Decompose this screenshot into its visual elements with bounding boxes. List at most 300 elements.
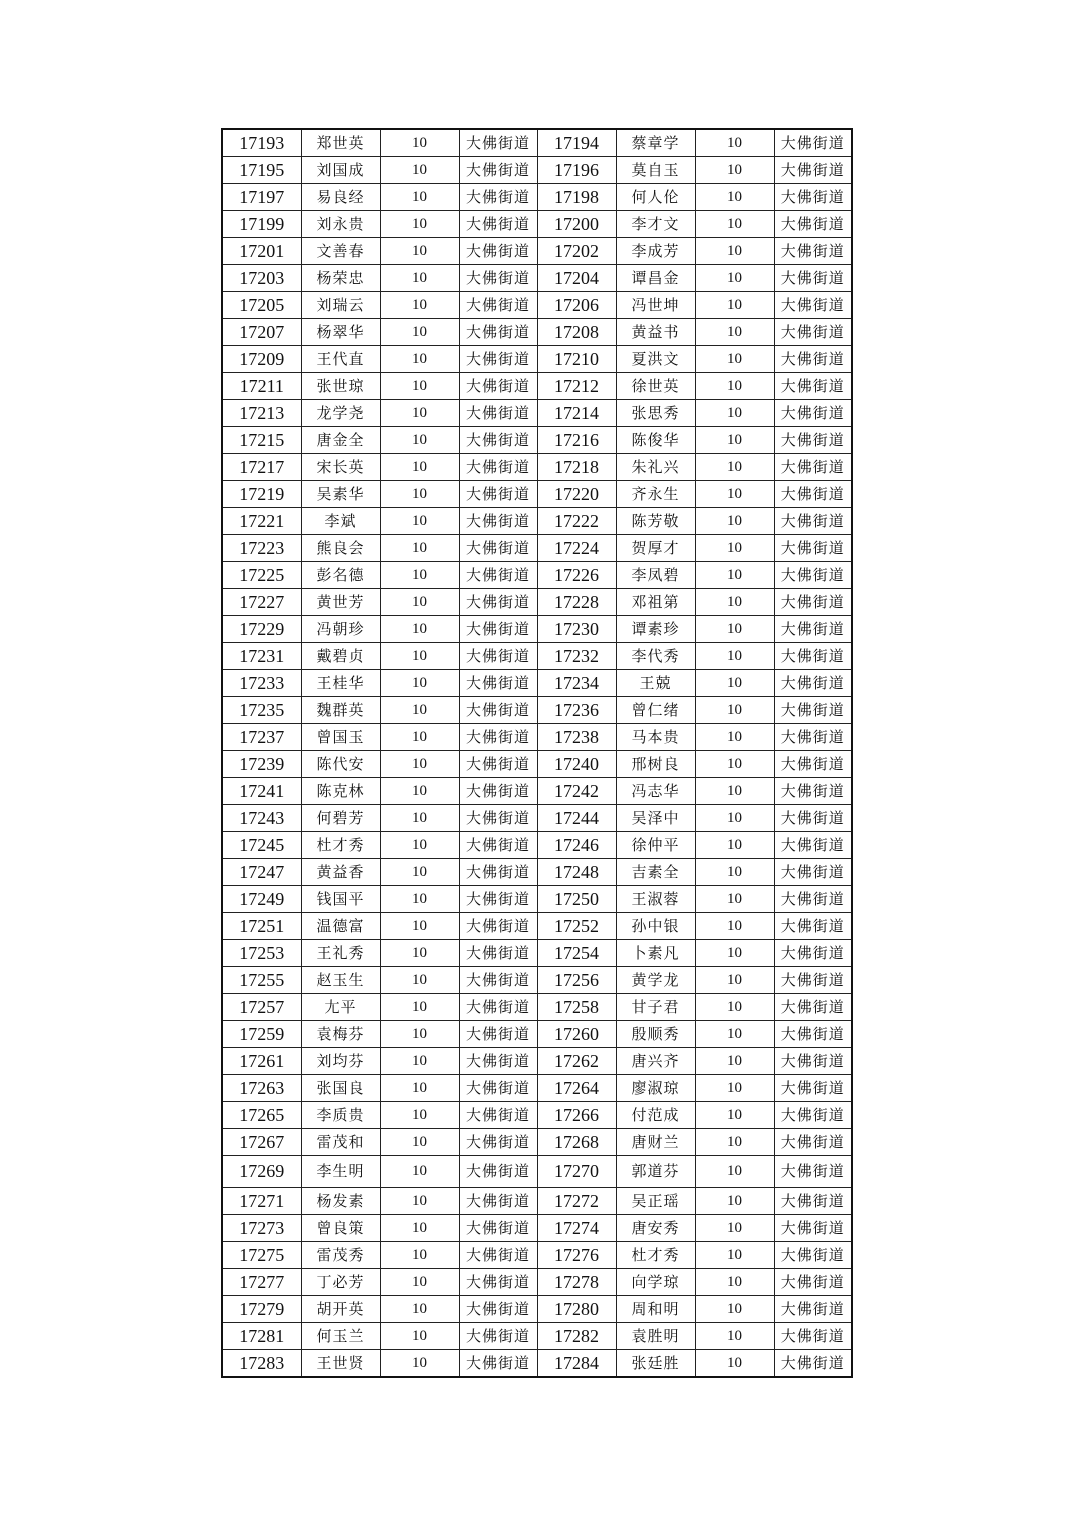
left-entry-number: 17265 [222, 1102, 301, 1129]
right-entry-amount: 10 [695, 886, 774, 913]
left-entry-number: 17279 [222, 1296, 301, 1323]
right-entry-area: 大佛街道 [774, 1075, 852, 1102]
right-entry-amount: 10 [695, 1296, 774, 1323]
left-entry-amount: 10 [380, 562, 459, 589]
left-entry-number: 17233 [222, 670, 301, 697]
right-entry-name: 冯志华 [616, 778, 695, 805]
right-entry-amount: 10 [695, 562, 774, 589]
right-entry-amount: 10 [695, 778, 774, 805]
left-entry-name: 吴素华 [301, 481, 380, 508]
table-row [222, 319, 852, 346]
right-entry-area: 大佛街道 [774, 724, 852, 751]
right-entry-name: 徐仲平 [616, 832, 695, 859]
left-entry-amount: 10 [380, 1021, 459, 1048]
left-entry-area: 大佛街道 [459, 751, 537, 778]
table-row [222, 616, 852, 643]
right-entry-area: 大佛街道 [774, 400, 852, 427]
left-entry-number: 17221 [222, 508, 301, 535]
left-entry-number: 17259 [222, 1021, 301, 1048]
right-entry-name: 黄益书 [616, 319, 695, 346]
right-entry-area: 大佛街道 [774, 1188, 852, 1215]
table-row [222, 994, 852, 1021]
right-entry-area: 大佛街道 [774, 211, 852, 238]
right-entry-area: 大佛街道 [774, 535, 852, 562]
table-row [222, 508, 852, 535]
right-entry-amount: 10 [695, 1102, 774, 1129]
left-entry-area: 大佛街道 [459, 400, 537, 427]
table-row [222, 1048, 852, 1075]
right-entry-name: 廖淑琼 [616, 1075, 695, 1102]
right-entry-area: 大佛街道 [774, 238, 852, 265]
right-entry-name: 李才文 [616, 211, 695, 238]
right-entry-name: 邓祖第 [616, 589, 695, 616]
roster-table [221, 128, 853, 1378]
right-entry-amount: 10 [695, 1075, 774, 1102]
right-entry-area: 大佛街道 [774, 697, 852, 724]
right-entry-name: 莫自玉 [616, 157, 695, 184]
table-row [222, 940, 852, 967]
left-entry-number: 17217 [222, 454, 301, 481]
left-entry-amount: 10 [380, 454, 459, 481]
table-row [222, 346, 852, 373]
right-entry-area: 大佛街道 [774, 1021, 852, 1048]
right-entry-amount: 10 [695, 805, 774, 832]
left-entry-amount: 10 [380, 184, 459, 211]
right-entry-name: 吴正瑶 [616, 1188, 695, 1215]
left-entry-amount: 10 [380, 778, 459, 805]
table-row [222, 1296, 852, 1323]
right-entry-amount: 10 [695, 292, 774, 319]
left-entry-number: 17193 [222, 129, 301, 157]
left-entry-number: 17237 [222, 724, 301, 751]
left-entry-number: 17243 [222, 805, 301, 832]
right-entry-number: 17238 [537, 724, 616, 751]
table-row [222, 1269, 852, 1296]
right-entry-name: 李凤碧 [616, 562, 695, 589]
right-entry-amount: 10 [695, 1156, 774, 1188]
right-entry-number: 17272 [537, 1188, 616, 1215]
left-entry-area: 大佛街道 [459, 724, 537, 751]
left-entry-amount: 10 [380, 994, 459, 1021]
right-entry-amount: 10 [695, 616, 774, 643]
right-entry-amount: 10 [695, 508, 774, 535]
right-entry-amount: 10 [695, 535, 774, 562]
left-entry-area: 大佛街道 [459, 1048, 537, 1075]
right-entry-name: 谭昌金 [616, 265, 695, 292]
left-entry-amount: 10 [380, 292, 459, 319]
right-entry-number: 17242 [537, 778, 616, 805]
left-entry-area: 大佛街道 [459, 1296, 537, 1323]
right-entry-amount: 10 [695, 1188, 774, 1215]
right-entry-area: 大佛街道 [774, 292, 852, 319]
left-entry-area: 大佛街道 [459, 562, 537, 589]
document-page [221, 128, 851, 1378]
right-entry-name: 蔡章学 [616, 129, 695, 157]
table-row [222, 562, 852, 589]
right-entry-amount: 10 [695, 724, 774, 751]
table-row [222, 400, 852, 427]
left-entry-name: 宋长英 [301, 454, 380, 481]
right-entry-name: 卜素凡 [616, 940, 695, 967]
right-entry-number: 17194 [537, 129, 616, 157]
right-entry-number: 17266 [537, 1102, 616, 1129]
right-entry-name: 谭素珍 [616, 616, 695, 643]
table-row [222, 238, 852, 265]
right-entry-name: 冯世坤 [616, 292, 695, 319]
left-entry-amount: 10 [380, 346, 459, 373]
right-entry-number: 17220 [537, 481, 616, 508]
right-entry-name: 夏洪文 [616, 346, 695, 373]
right-entry-name: 吴泽中 [616, 805, 695, 832]
right-entry-area: 大佛街道 [774, 670, 852, 697]
left-entry-name: 赵玉生 [301, 967, 380, 994]
left-entry-name: 丁必芳 [301, 1269, 380, 1296]
left-entry-amount: 10 [380, 967, 459, 994]
left-entry-name: 尢平 [301, 994, 380, 1021]
left-entry-number: 17223 [222, 535, 301, 562]
right-entry-area: 大佛街道 [774, 562, 852, 589]
right-entry-number: 17274 [537, 1215, 616, 1242]
table-row [222, 643, 852, 670]
left-entry-amount: 10 [380, 859, 459, 886]
left-entry-area: 大佛街道 [459, 508, 537, 535]
right-entry-amount: 10 [695, 643, 774, 670]
right-entry-amount: 10 [695, 265, 774, 292]
left-entry-name: 易良经 [301, 184, 380, 211]
table-row [222, 1102, 852, 1129]
right-entry-amount: 10 [695, 1350, 774, 1378]
table-row [222, 859, 852, 886]
right-entry-amount: 10 [695, 481, 774, 508]
right-entry-amount: 10 [695, 346, 774, 373]
left-entry-name: 刘均芬 [301, 1048, 380, 1075]
right-entry-amount: 10 [695, 670, 774, 697]
right-entry-number: 17218 [537, 454, 616, 481]
right-entry-number: 17254 [537, 940, 616, 967]
right-entry-area: 大佛街道 [774, 589, 852, 616]
right-entry-area: 大佛街道 [774, 1350, 852, 1378]
right-entry-number: 17232 [537, 643, 616, 670]
left-entry-area: 大佛街道 [459, 643, 537, 670]
left-entry-area: 大佛街道 [459, 238, 537, 265]
left-entry-area: 大佛街道 [459, 967, 537, 994]
right-entry-name: 唐安秀 [616, 1215, 695, 1242]
left-entry-amount: 10 [380, 913, 459, 940]
right-entry-amount: 10 [695, 1048, 774, 1075]
left-entry-amount: 10 [380, 1188, 459, 1215]
left-entry-name: 李生明 [301, 1156, 380, 1188]
left-entry-number: 17275 [222, 1242, 301, 1269]
right-entry-area: 大佛街道 [774, 1129, 852, 1156]
left-entry-number: 17213 [222, 400, 301, 427]
table-row [222, 589, 852, 616]
right-entry-area: 大佛街道 [774, 778, 852, 805]
right-entry-area: 大佛街道 [774, 346, 852, 373]
right-entry-area: 大佛街道 [774, 1156, 852, 1188]
right-entry-area: 大佛街道 [774, 427, 852, 454]
right-entry-name: 齐永生 [616, 481, 695, 508]
left-entry-name: 冯朝珍 [301, 616, 380, 643]
left-entry-area: 大佛街道 [459, 346, 537, 373]
left-entry-area: 大佛街道 [459, 1242, 537, 1269]
right-entry-name: 孙中银 [616, 913, 695, 940]
left-entry-amount: 10 [380, 832, 459, 859]
right-entry-area: 大佛街道 [774, 886, 852, 913]
left-entry-area: 大佛街道 [459, 211, 537, 238]
left-entry-amount: 10 [380, 400, 459, 427]
right-entry-name: 付范成 [616, 1102, 695, 1129]
left-entry-amount: 10 [380, 697, 459, 724]
right-entry-area: 大佛街道 [774, 913, 852, 940]
left-entry-name: 郑世英 [301, 129, 380, 157]
left-entry-area: 大佛街道 [459, 1021, 537, 1048]
left-entry-amount: 10 [380, 1129, 459, 1156]
right-entry-number: 17252 [537, 913, 616, 940]
table-row [222, 373, 852, 400]
left-entry-name: 何玉兰 [301, 1323, 380, 1350]
left-entry-name: 雷茂秀 [301, 1242, 380, 1269]
right-entry-number: 17264 [537, 1075, 616, 1102]
left-entry-name: 王代直 [301, 346, 380, 373]
right-entry-area: 大佛街道 [774, 129, 852, 157]
left-entry-name: 何碧芳 [301, 805, 380, 832]
left-entry-name: 王桂华 [301, 670, 380, 697]
table-row [222, 697, 852, 724]
left-entry-name: 杨荣忠 [301, 265, 380, 292]
right-entry-area: 大佛街道 [774, 994, 852, 1021]
right-entry-number: 17236 [537, 697, 616, 724]
left-entry-area: 大佛街道 [459, 157, 537, 184]
left-entry-amount: 10 [380, 1075, 459, 1102]
right-entry-name: 周和明 [616, 1296, 695, 1323]
right-entry-amount: 10 [695, 940, 774, 967]
right-entry-name: 唐财兰 [616, 1129, 695, 1156]
left-entry-name: 胡开英 [301, 1296, 380, 1323]
right-entry-amount: 10 [695, 157, 774, 184]
left-entry-amount: 10 [380, 643, 459, 670]
right-entry-name: 殷顺秀 [616, 1021, 695, 1048]
left-entry-area: 大佛街道 [459, 886, 537, 913]
right-entry-name: 张思秀 [616, 400, 695, 427]
right-entry-name: 李代秀 [616, 643, 695, 670]
left-entry-area: 大佛街道 [459, 994, 537, 1021]
left-entry-area: 大佛街道 [459, 1323, 537, 1350]
right-entry-area: 大佛街道 [774, 859, 852, 886]
left-entry-name: 李斌 [301, 508, 380, 535]
right-entry-number: 17200 [537, 211, 616, 238]
left-entry-number: 17253 [222, 940, 301, 967]
left-entry-area: 大佛街道 [459, 1188, 537, 1215]
left-entry-name: 唐金全 [301, 427, 380, 454]
right-entry-amount: 10 [695, 1269, 774, 1296]
right-entry-name: 马本贵 [616, 724, 695, 751]
left-entry-area: 大佛街道 [459, 913, 537, 940]
right-entry-name: 何人伦 [616, 184, 695, 211]
left-entry-amount: 10 [380, 1048, 459, 1075]
left-entry-number: 17209 [222, 346, 301, 373]
left-entry-amount: 10 [380, 1296, 459, 1323]
right-entry-area: 大佛街道 [774, 832, 852, 859]
right-entry-name: 朱礼兴 [616, 454, 695, 481]
left-entry-name: 黄世芳 [301, 589, 380, 616]
right-entry-number: 17226 [537, 562, 616, 589]
left-entry-area: 大佛街道 [459, 616, 537, 643]
left-entry-area: 大佛街道 [459, 427, 537, 454]
left-entry-area: 大佛街道 [459, 697, 537, 724]
left-entry-name: 温德富 [301, 913, 380, 940]
left-entry-amount: 10 [380, 238, 459, 265]
left-entry-amount: 10 [380, 1269, 459, 1296]
left-entry-name: 王世贤 [301, 1350, 380, 1378]
left-entry-amount: 10 [380, 129, 459, 157]
left-entry-number: 17261 [222, 1048, 301, 1075]
left-entry-area: 大佛街道 [459, 1269, 537, 1296]
left-entry-number: 17219 [222, 481, 301, 508]
left-entry-number: 17269 [222, 1156, 301, 1188]
right-entry-amount: 10 [695, 1242, 774, 1269]
right-entry-number: 17198 [537, 184, 616, 211]
left-entry-area: 大佛街道 [459, 373, 537, 400]
right-entry-amount: 10 [695, 319, 774, 346]
right-entry-number: 17260 [537, 1021, 616, 1048]
left-entry-number: 17205 [222, 292, 301, 319]
left-entry-area: 大佛街道 [459, 940, 537, 967]
right-entry-number: 17240 [537, 751, 616, 778]
right-entry-name: 甘子君 [616, 994, 695, 1021]
right-entry-number: 17202 [537, 238, 616, 265]
right-entry-name: 贺厚才 [616, 535, 695, 562]
left-entry-number: 17227 [222, 589, 301, 616]
left-entry-amount: 10 [380, 319, 459, 346]
left-entry-name: 陈代安 [301, 751, 380, 778]
left-entry-area: 大佛街道 [459, 1102, 537, 1129]
right-entry-amount: 10 [695, 967, 774, 994]
right-entry-number: 17216 [537, 427, 616, 454]
left-entry-amount: 10 [380, 1156, 459, 1188]
left-entry-name: 李质贵 [301, 1102, 380, 1129]
left-entry-name: 雷茂和 [301, 1129, 380, 1156]
left-entry-amount: 10 [380, 535, 459, 562]
left-entry-name: 刘国成 [301, 157, 380, 184]
left-entry-amount: 10 [380, 481, 459, 508]
left-entry-area: 大佛街道 [459, 1215, 537, 1242]
table-row [222, 670, 852, 697]
right-entry-area: 大佛街道 [774, 1102, 852, 1129]
right-entry-number: 17230 [537, 616, 616, 643]
right-entry-name: 陈俊华 [616, 427, 695, 454]
table-row [222, 832, 852, 859]
right-entry-area: 大佛街道 [774, 1296, 852, 1323]
left-entry-amount: 10 [380, 616, 459, 643]
right-entry-area: 大佛街道 [774, 940, 852, 967]
table-row [222, 265, 852, 292]
left-entry-number: 17271 [222, 1188, 301, 1215]
left-entry-number: 17249 [222, 886, 301, 913]
right-entry-amount: 10 [695, 697, 774, 724]
right-entry-number: 17248 [537, 859, 616, 886]
left-entry-name: 张世琼 [301, 373, 380, 400]
right-entry-name: 向学琼 [616, 1269, 695, 1296]
table-row [222, 184, 852, 211]
right-entry-name: 杜才秀 [616, 1242, 695, 1269]
table-row [222, 1242, 852, 1269]
table-row [222, 1156, 852, 1188]
left-entry-number: 17197 [222, 184, 301, 211]
right-entry-amount: 10 [695, 427, 774, 454]
left-entry-area: 大佛街道 [459, 481, 537, 508]
table-row [222, 211, 852, 238]
right-entry-name: 王淑蓉 [616, 886, 695, 913]
roster-table-body [222, 129, 852, 1377]
right-entry-amount: 10 [695, 1129, 774, 1156]
left-entry-number: 17229 [222, 616, 301, 643]
right-entry-number: 17204 [537, 265, 616, 292]
table-row [222, 1129, 852, 1156]
left-entry-name: 魏群英 [301, 697, 380, 724]
right-entry-amount: 10 [695, 751, 774, 778]
right-entry-name: 唐兴齐 [616, 1048, 695, 1075]
right-entry-amount: 10 [695, 913, 774, 940]
right-entry-amount: 10 [695, 238, 774, 265]
table-row [222, 157, 852, 184]
table-row [222, 805, 852, 832]
table-row [222, 292, 852, 319]
right-entry-amount: 10 [695, 1323, 774, 1350]
left-entry-area: 大佛街道 [459, 832, 537, 859]
left-entry-area: 大佛街道 [459, 805, 537, 832]
left-entry-number: 17199 [222, 211, 301, 238]
left-entry-area: 大佛街道 [459, 292, 537, 319]
left-entry-number: 17277 [222, 1269, 301, 1296]
left-entry-area: 大佛街道 [459, 129, 537, 157]
right-entry-amount: 10 [695, 589, 774, 616]
left-entry-number: 17255 [222, 967, 301, 994]
right-entry-area: 大佛街道 [774, 481, 852, 508]
left-entry-number: 17257 [222, 994, 301, 1021]
left-entry-name: 刘永贵 [301, 211, 380, 238]
right-entry-name: 邢树良 [616, 751, 695, 778]
right-entry-amount: 10 [695, 859, 774, 886]
right-entry-amount: 10 [695, 184, 774, 211]
left-entry-area: 大佛街道 [459, 1156, 537, 1188]
right-entry-area: 大佛街道 [774, 1242, 852, 1269]
left-entry-area: 大佛街道 [459, 670, 537, 697]
right-entry-area: 大佛街道 [774, 616, 852, 643]
left-entry-name: 熊良会 [301, 535, 380, 562]
table-row [222, 481, 852, 508]
table-row [222, 1350, 852, 1378]
left-entry-amount: 10 [380, 1215, 459, 1242]
left-entry-amount: 10 [380, 805, 459, 832]
table-row [222, 454, 852, 481]
right-entry-amount: 10 [695, 454, 774, 481]
left-entry-name: 彭名德 [301, 562, 380, 589]
left-entry-number: 17207 [222, 319, 301, 346]
left-entry-number: 17215 [222, 427, 301, 454]
table-row [222, 967, 852, 994]
right-entry-number: 17210 [537, 346, 616, 373]
table-row [222, 724, 852, 751]
left-entry-number: 17281 [222, 1323, 301, 1350]
left-entry-amount: 10 [380, 157, 459, 184]
left-entry-number: 17225 [222, 562, 301, 589]
table-row [222, 1075, 852, 1102]
right-entry-amount: 10 [695, 211, 774, 238]
right-entry-number: 17256 [537, 967, 616, 994]
left-entry-name: 王礼秀 [301, 940, 380, 967]
table-row [222, 1188, 852, 1215]
right-entry-name: 袁胜明 [616, 1323, 695, 1350]
